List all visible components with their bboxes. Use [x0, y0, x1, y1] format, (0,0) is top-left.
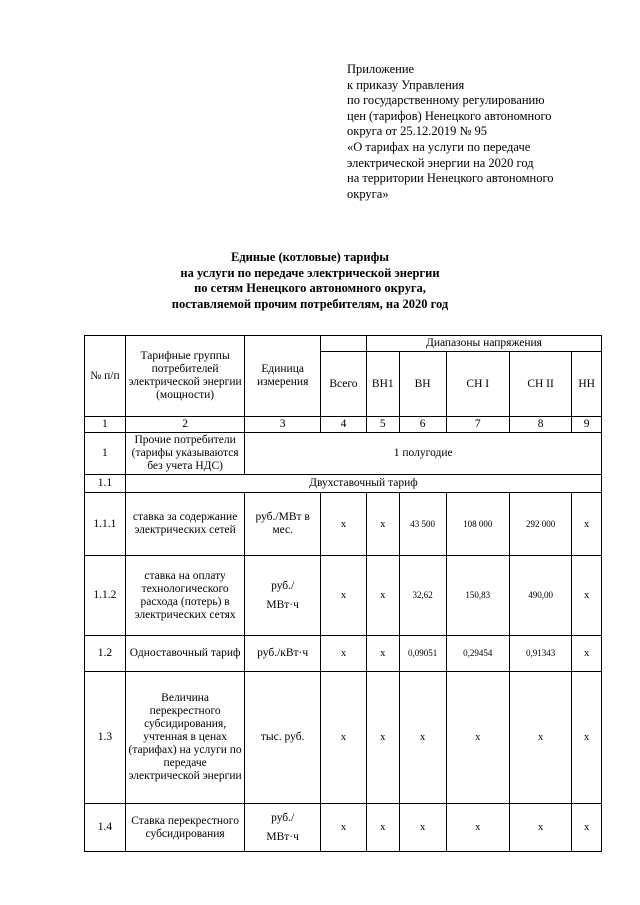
cell-sn2: 0,91343	[509, 636, 571, 672]
cell-vn1: х	[366, 556, 399, 636]
cell-vn: 32,62	[399, 556, 446, 636]
row-label: ставка за содержание электрических сетей	[125, 493, 245, 556]
column-number: 9	[572, 417, 602, 433]
row-label: Ставка перекрестного субсидирования	[125, 804, 245, 852]
table-row	[85, 804, 602, 852]
cell-total: х	[320, 556, 366, 636]
annex-line: на территории Ненецкого автономного	[347, 171, 554, 186]
cell-total: х	[320, 493, 366, 556]
column-number: 6	[399, 417, 446, 433]
cell-total: х	[320, 804, 366, 852]
annex-line: по государственному регулированию	[347, 93, 545, 108]
section-period: 1 полугодие	[245, 433, 602, 475]
header-sn2: СН II	[509, 352, 571, 417]
unit-line: МВт·ч	[266, 598, 299, 611]
cell-nn: х	[572, 636, 602, 672]
header-blank	[320, 336, 366, 352]
unit-line: руб./	[271, 811, 295, 824]
cell-vn1: х	[366, 493, 399, 556]
cell-vn: 0,09051	[399, 636, 446, 672]
cell-total: х	[320, 672, 366, 804]
section-row	[85, 433, 602, 475]
cell-vn1: х	[366, 804, 399, 852]
header-group: Тарифные группы потребителей электрической энергии (мощности)	[125, 336, 245, 417]
tariff-table	[84, 335, 602, 852]
header-vn: ВН	[399, 352, 446, 417]
table-row	[85, 636, 602, 672]
row-unit: руб./кВт·ч	[245, 636, 321, 672]
header-sn1: СН I	[446, 352, 509, 417]
document-title	[90, 250, 530, 312]
table-row	[85, 672, 602, 804]
row-num: 1.1.1	[85, 493, 126, 556]
column-number: 1	[85, 417, 126, 433]
cell-sn1: х	[446, 672, 509, 804]
header-unit: Единица измерения	[245, 336, 321, 417]
header-num: № п/п	[85, 336, 126, 417]
cell-sn1: 150,83	[446, 556, 509, 636]
row-num: 1.2	[85, 636, 126, 672]
column-number: 2	[125, 417, 245, 433]
annex-block	[347, 62, 617, 202]
cell-nn: х	[572, 556, 602, 636]
unit-line: МВт·ч	[266, 830, 299, 843]
table-row	[85, 556, 602, 636]
column-number: 5	[366, 417, 399, 433]
cell-sn1: 0,29454	[446, 636, 509, 672]
annex-line: электрической энергии на 2020 год	[347, 155, 534, 170]
header-vn1: ВН1	[366, 352, 399, 417]
column-number: 8	[509, 417, 571, 433]
row-label: ставка на оплату технологического расхода (потерь) в электрических сетях	[125, 556, 245, 636]
column-number: 7	[446, 417, 509, 433]
cell-vn: 43 500	[399, 493, 446, 556]
annex-line: цен (тарифов) Ненецкого автономного	[347, 108, 552, 123]
section-num: 1	[85, 433, 126, 475]
subsection-num: 1.1	[85, 475, 126, 493]
title-line: Единые (котловые) тарифы	[230, 250, 389, 264]
row-unit	[245, 804, 321, 852]
row-num: 1.1.2	[85, 556, 126, 636]
annex-line: округа»	[347, 186, 389, 201]
row-unit: руб./МВт в мес.	[245, 493, 321, 556]
cell-vn1: х	[366, 636, 399, 672]
cell-sn2: 490,00	[509, 556, 571, 636]
subsection-label: Двухставочный тариф	[125, 475, 601, 493]
row-num: 1.3	[85, 672, 126, 804]
cell-total: х	[320, 636, 366, 672]
title-line: поставляемой прочим потребителям, на 2020 год	[171, 296, 449, 311]
subsection-row	[85, 475, 602, 493]
cell-sn1: х	[446, 804, 509, 852]
cell-sn2: х	[509, 672, 571, 804]
annex-line: округа от 25.12.2019 № 95	[347, 124, 488, 139]
cell-vn: х	[399, 672, 446, 804]
column-number: 4	[320, 417, 366, 433]
cell-sn2: х	[509, 804, 571, 852]
row-unit: тыс. руб.	[245, 672, 321, 804]
table-row	[85, 493, 602, 556]
header-nn: НН	[572, 352, 602, 417]
column-number: 3	[245, 417, 321, 433]
title-line: на услуги по передаче электрической энергии	[180, 265, 440, 280]
cell-sn2: 292 000	[509, 493, 571, 556]
cell-sn1: 108 000	[446, 493, 509, 556]
section-label: Прочие потребители (тарифы указываются без учета НДС)	[125, 433, 245, 475]
cell-nn: х	[572, 493, 602, 556]
annex-line: к приказу Управления	[347, 77, 465, 92]
row-num: 1.4	[85, 804, 126, 852]
cell-nn: х	[572, 672, 602, 804]
annex-line: «О тарифах на услуги по передаче	[347, 139, 531, 154]
cell-nn: х	[572, 804, 602, 852]
row-label: Одноставочный тариф	[125, 636, 245, 672]
header-total: Всего	[320, 352, 366, 417]
cell-vn1: х	[366, 672, 399, 804]
cell-vn: х	[399, 804, 446, 852]
header-ranges: Диапазоны напряжения	[366, 336, 601, 352]
title-line: по сетям Ненецкого автономного округа,	[194, 281, 426, 295]
row-unit	[245, 556, 321, 636]
unit-line: руб./	[271, 579, 295, 592]
row-label: Величина перекрестного субсидирования, учтенная в ценах (тарифах) на услуги по передаче электрической энергии	[125, 672, 245, 804]
annex-line: Приложение	[347, 62, 415, 76]
column-number-row	[85, 417, 602, 433]
